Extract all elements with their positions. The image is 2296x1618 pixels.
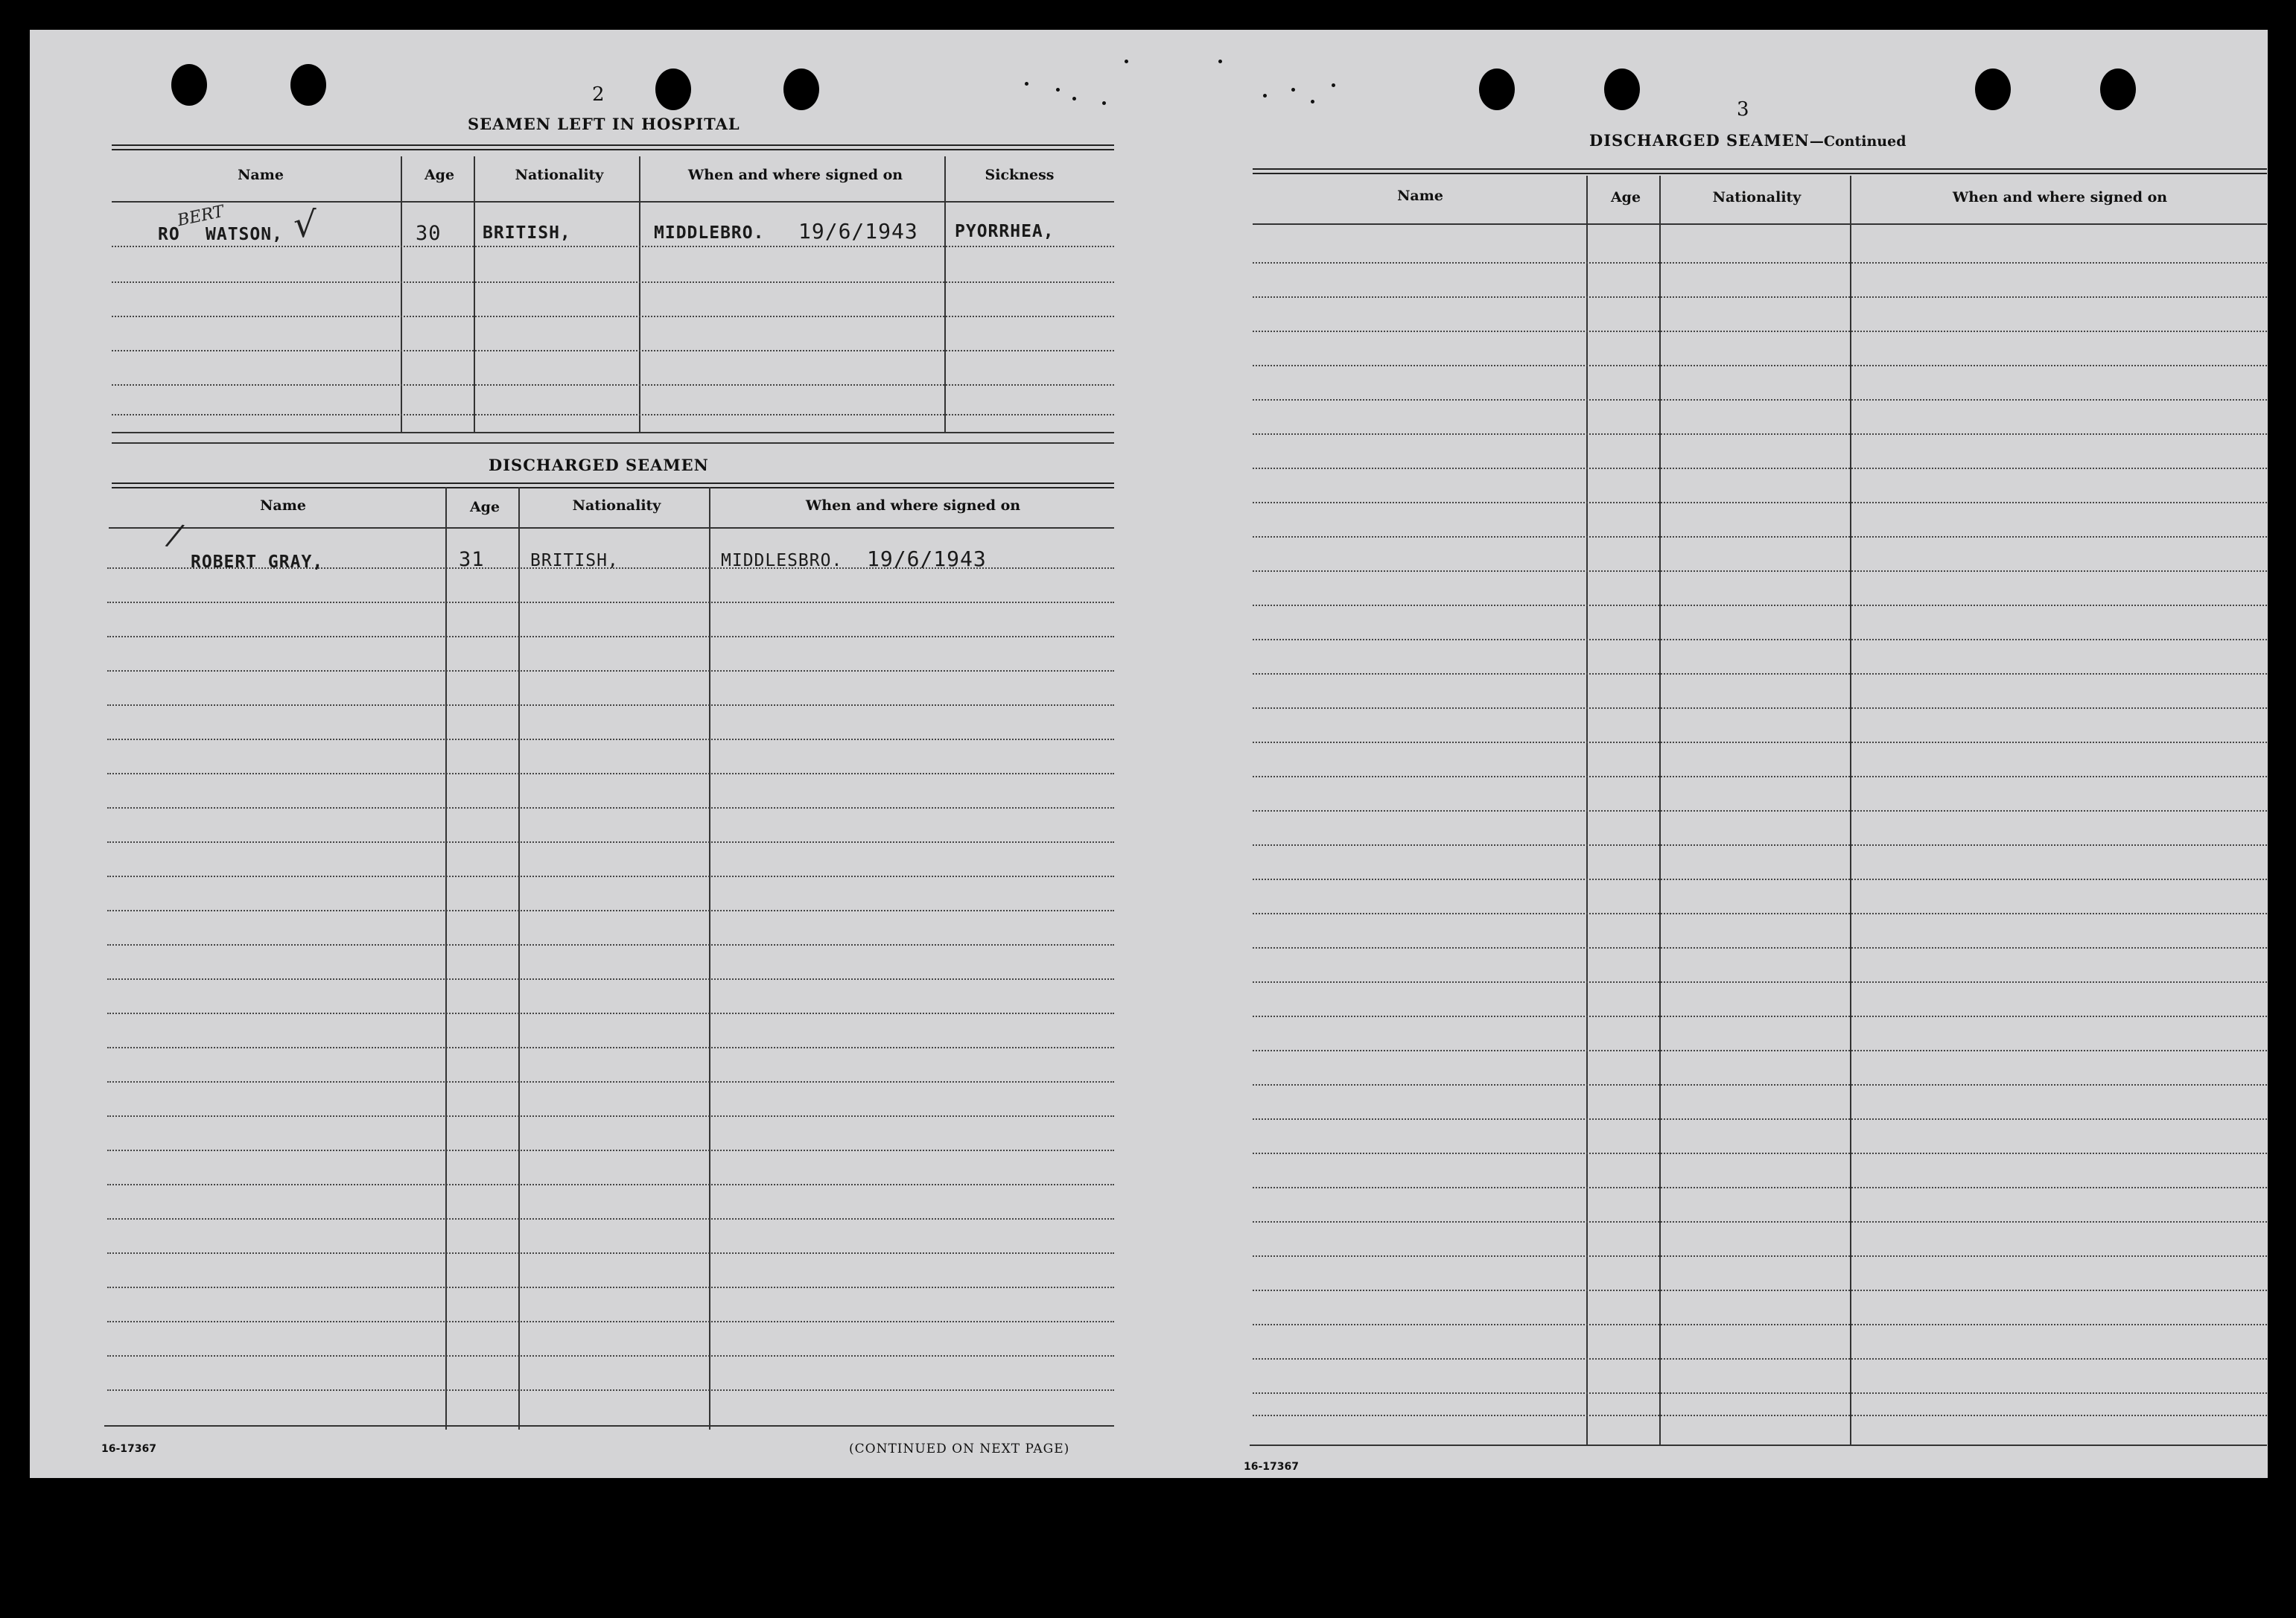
hospital-signed-date: 19/6/1943 — [798, 219, 918, 243]
row-rule — [1253, 1255, 2267, 1257]
column-divider — [445, 487, 447, 1430]
row-rule — [1253, 1050, 2267, 1051]
row-rule — [107, 1218, 1114, 1220]
hospital-age: 30 — [416, 222, 442, 245]
hospital-name-prefix: RO — [158, 225, 180, 244]
row-rule — [112, 384, 1114, 386]
row-rule — [107, 1355, 1114, 1357]
header-rule — [1253, 223, 2267, 225]
discharged-nationality: BRITISH, — [530, 551, 619, 570]
title-suffix: —Continued — [1809, 133, 1907, 150]
row-rule — [1253, 673, 2267, 675]
row-rule — [1253, 1153, 2267, 1154]
col-header-age: Age — [469, 499, 500, 515]
hospital-nationality: BRITISH, — [483, 223, 571, 243]
row-rule — [107, 876, 1114, 877]
col-header-name: Name — [260, 497, 306, 514]
row-rule — [1253, 879, 2267, 880]
right-page — [1177, 30, 2268, 1478]
header-rule — [112, 201, 1114, 203]
title-main: DISCHARGED SEAMEN — [1589, 131, 1810, 150]
col-header-nationality: Nationality — [1712, 189, 1801, 206]
row-rule — [107, 602, 1114, 603]
left-page — [30, 30, 1117, 1478]
discharged-age: 31 — [459, 548, 485, 571]
row-rule — [112, 281, 1114, 283]
row-rule — [107, 1150, 1114, 1151]
hospital-name-handwritten-insert: BERT — [176, 202, 226, 231]
row-rule — [107, 944, 1114, 946]
hospital-signed-place: MIDDLEBRO. — [654, 223, 765, 243]
hospital-sickness: PYORRHEA, — [955, 222, 1055, 241]
row-rule — [107, 910, 1114, 911]
title-double-rule — [112, 144, 1114, 150]
row-rule — [1253, 947, 2267, 949]
row-rule — [1253, 296, 2267, 298]
row-rule — [1253, 262, 2267, 264]
row-rule — [107, 1115, 1114, 1117]
column-divider — [518, 487, 520, 1430]
row-rule — [107, 807, 1114, 809]
row-rule — [107, 636, 1114, 637]
row-rule — [1253, 913, 2267, 914]
col-header-age: Age — [1610, 189, 1641, 206]
row-rule — [107, 670, 1114, 672]
row-rule — [1253, 331, 2267, 332]
discharged-continued-title — [1589, 131, 1907, 150]
col-header-name: Name — [238, 167, 284, 183]
row-rule — [1253, 981, 2267, 983]
form-code: 16-17367 — [1244, 1461, 1299, 1473]
table-bottom-rule — [1250, 1445, 2267, 1446]
row-rule — [112, 414, 1114, 415]
margin-pencil-mark: / — [166, 517, 184, 553]
row-rule — [107, 704, 1114, 706]
row-rule — [1253, 570, 2267, 572]
col-header-sickness: Sickness — [985, 167, 1055, 183]
check-mark: √ — [293, 204, 317, 246]
row-rule — [1253, 1358, 2267, 1360]
row-rule — [112, 246, 1114, 247]
table-bottom-rule — [104, 1425, 1114, 1427]
row-rule — [1253, 1118, 2267, 1120]
title-double-rule — [112, 482, 1114, 488]
row-rule — [1253, 399, 2267, 401]
discharged-name: ROBERT GRAY, — [191, 552, 324, 572]
row-rule — [107, 841, 1114, 843]
column-divider — [944, 156, 946, 432]
row-rule — [1253, 639, 2267, 640]
column-divider — [709, 487, 710, 1430]
row-rule — [107, 1184, 1114, 1185]
row-rule — [1253, 502, 2267, 503]
table-bottom-rule — [112, 432, 1114, 433]
title-double-rule — [1253, 168, 2267, 174]
row-rule — [1253, 365, 2267, 366]
col-header-age: Age — [424, 167, 455, 183]
col-header-signed-on: When and where signed on — [1952, 189, 2168, 206]
hospital-section-title: SEAMEN LEFT IN HOSPITAL — [468, 115, 740, 133]
col-header-name: Name — [1397, 188, 1443, 204]
col-header-nationality: Nationality — [572, 497, 661, 514]
row-rule — [107, 978, 1114, 980]
row-rule — [1253, 1084, 2267, 1086]
row-rule — [1253, 605, 2267, 606]
row-rule — [1253, 742, 2267, 743]
discharged-signed-place: MIDDLESBRO. — [721, 551, 843, 570]
column-divider — [639, 156, 640, 432]
hospital-name-rest: WATSON, — [206, 225, 283, 244]
col-header-nationality: Nationality — [515, 167, 604, 183]
ink-speck — [1125, 60, 1128, 63]
row-rule — [1253, 536, 2267, 538]
row-rule — [1253, 433, 2267, 435]
form-code: 16-17367 — [101, 1443, 156, 1455]
row-rule — [1253, 1290, 2267, 1291]
row-rule — [1253, 1221, 2267, 1223]
continued-note: (CONTINUED ON NEXT PAGE) — [849, 1442, 1070, 1456]
row-rule — [1253, 707, 2267, 709]
page-number: 3 — [1737, 98, 1749, 121]
column-divider — [474, 156, 475, 432]
row-rule — [107, 1287, 1114, 1288]
column-divider — [401, 156, 402, 432]
row-rule — [1253, 1415, 2267, 1416]
discharged-signed-date: 19/6/1943 — [867, 547, 987, 571]
row-rule — [1253, 776, 2267, 777]
row-rule — [107, 1321, 1114, 1322]
row-rule — [107, 1081, 1114, 1083]
row-rule — [1253, 844, 2267, 846]
row-rule — [1253, 1324, 2267, 1325]
document-sheet — [30, 30, 2268, 1478]
row-rule — [1253, 810, 2267, 812]
row-rule — [112, 316, 1114, 317]
col-header-signed-on: When and where signed on — [805, 497, 1021, 514]
row-rule — [107, 739, 1114, 740]
row-rule — [107, 1252, 1114, 1254]
row-rule — [1253, 1016, 2267, 1017]
header-rule — [109, 527, 1114, 529]
row-rule — [107, 1389, 1114, 1391]
row-rule — [1253, 1187, 2267, 1188]
row-rule — [1253, 1392, 2267, 1394]
row-rule — [112, 350, 1114, 351]
col-header-signed-on: When and where signed on — [687, 167, 903, 183]
discharged-section-title: DISCHARGED SEAMEN — [489, 456, 709, 474]
row-rule — [107, 1047, 1114, 1048]
row-rule — [1253, 468, 2267, 469]
row-rule — [107, 1013, 1114, 1014]
section-rule — [112, 442, 1114, 444]
page-number: 2 — [592, 83, 605, 106]
row-rule — [107, 773, 1114, 774]
